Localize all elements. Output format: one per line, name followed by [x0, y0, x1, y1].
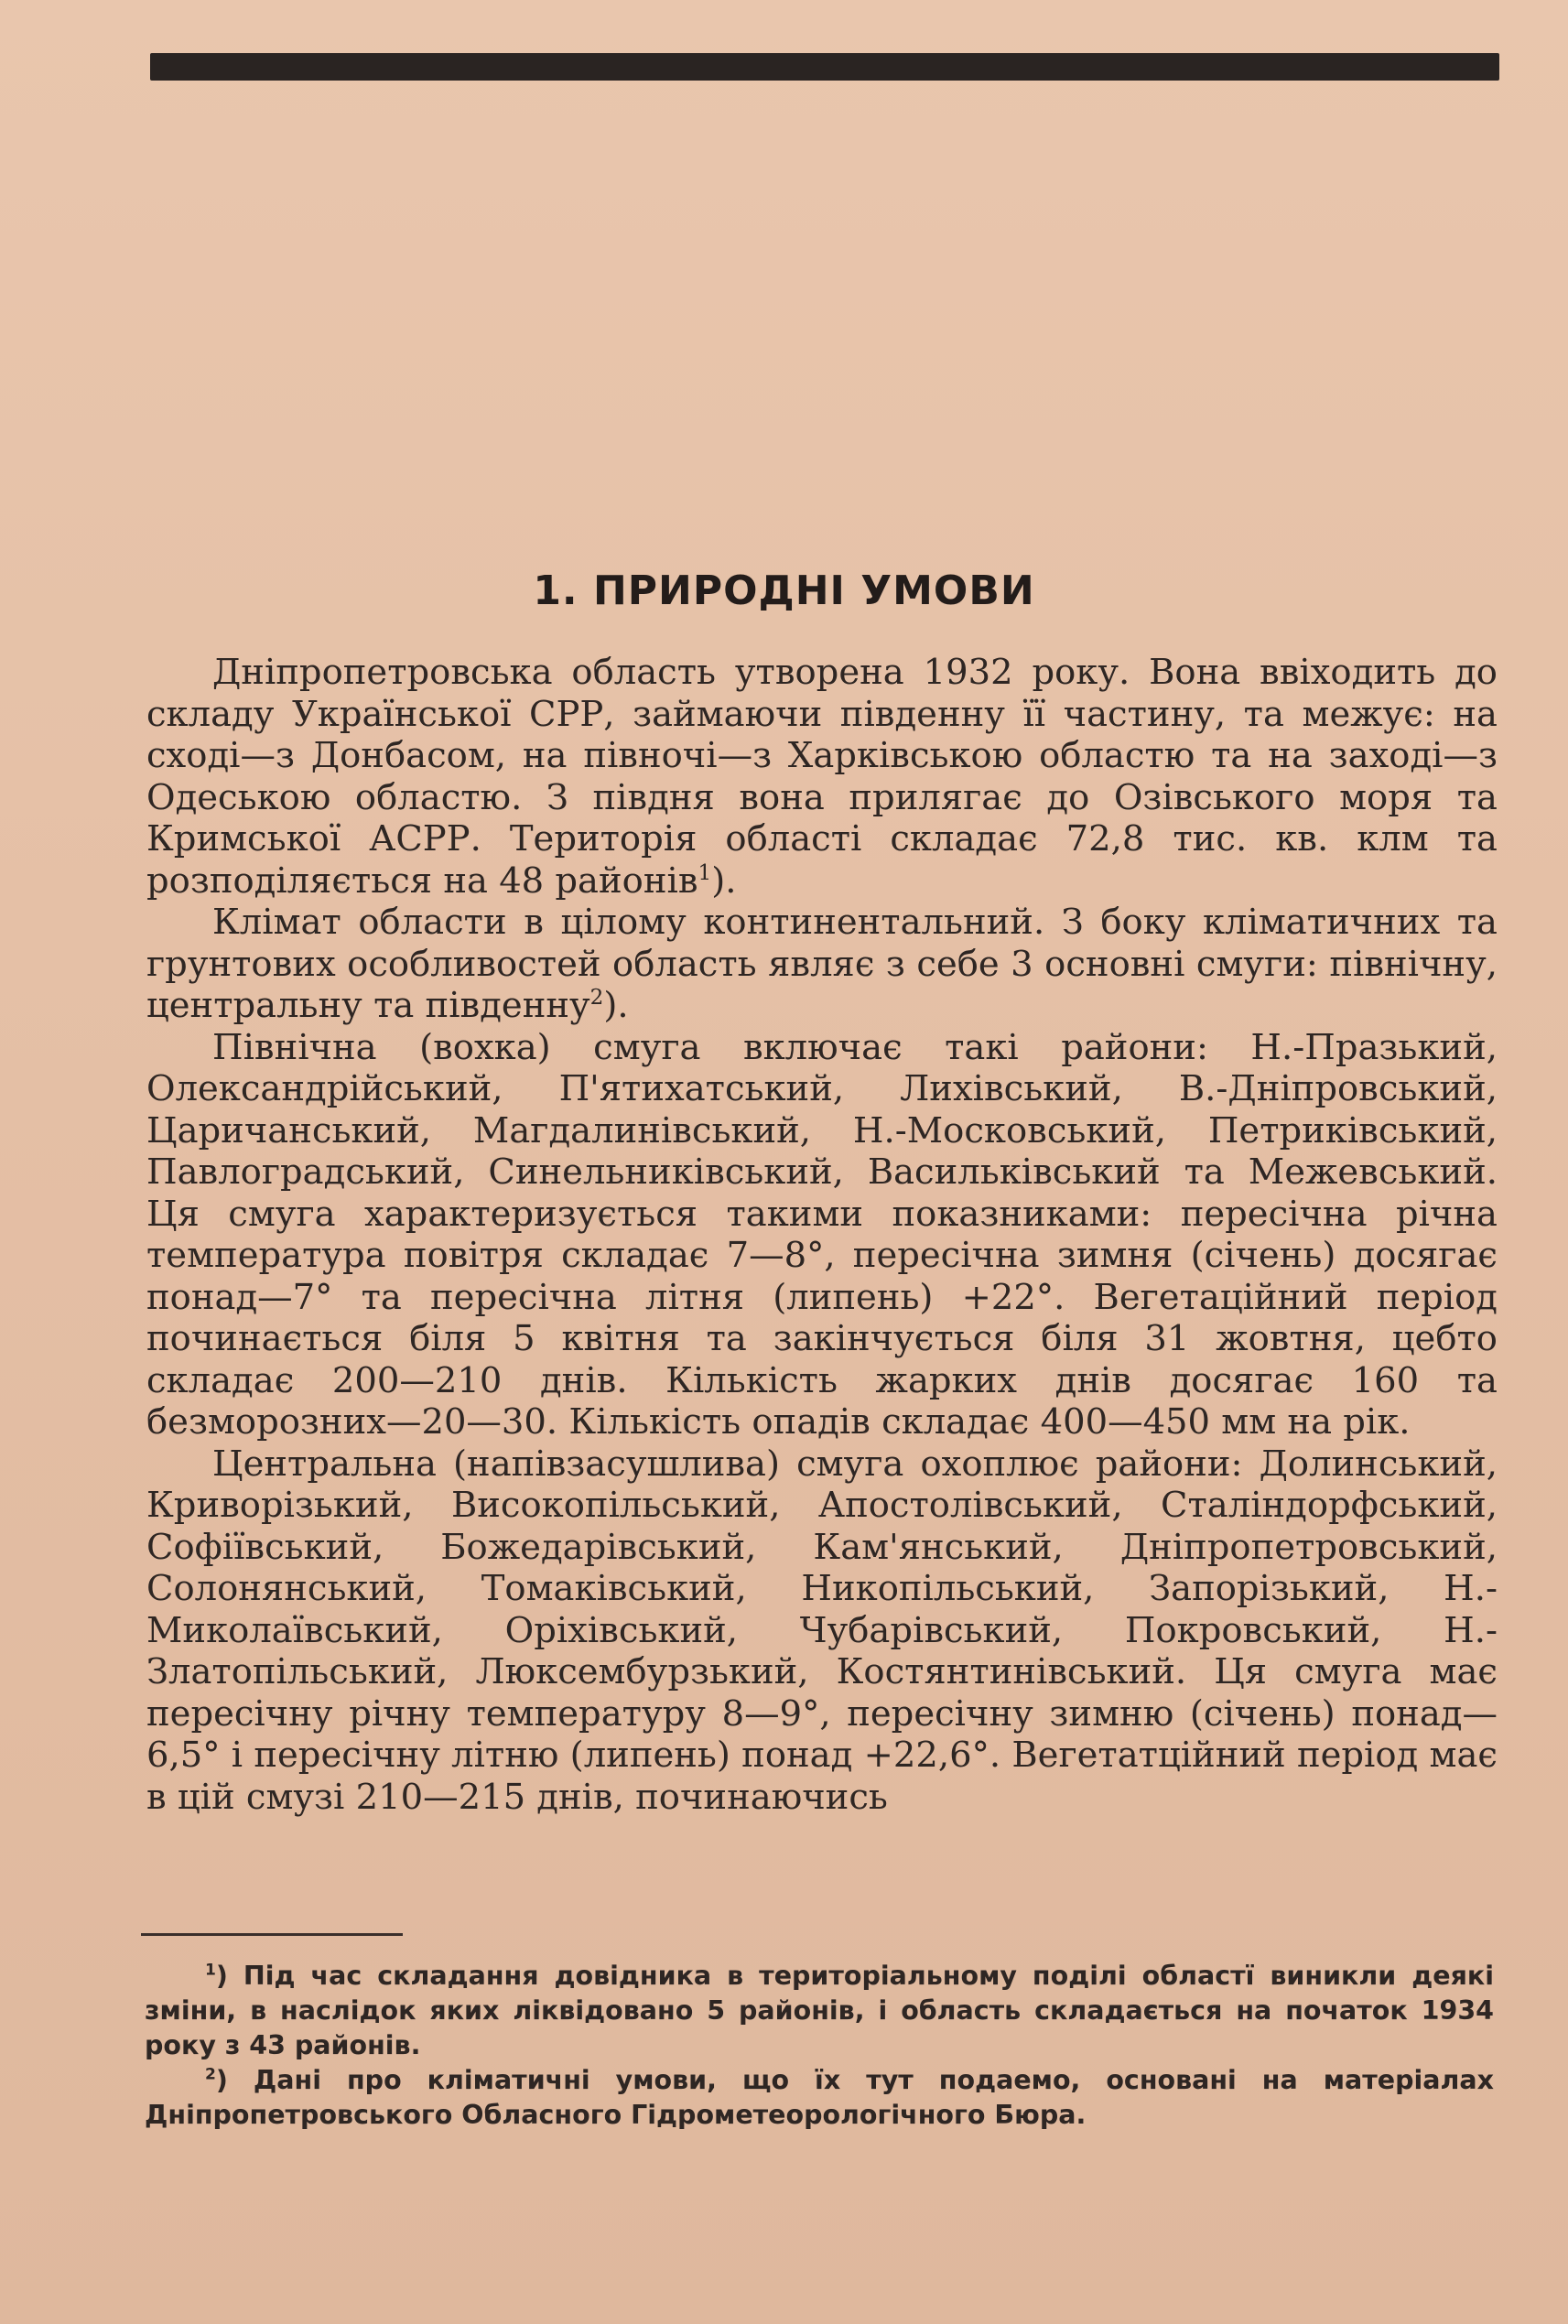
section-heading: 1. ПРИРОДНІ УМОВИ: [533, 567, 1035, 614]
body-text: [146, 652, 1498, 1818]
footnote-divider: [141, 1933, 403, 1936]
paragraph-territory: Дніпропетровська область утворена 1932 року. Вона ввіходить до складу Української СРР, займаючи південну її частину, та межує: на сході—з Донбасом, на півночі—з Харківською областю та на заході—з Одеською областю. З півдня вона прилягає до Озівського моря та Кримської АСРР. Територія області складає 72,8 тис. кв. клм та розподіляється на 48 районів$^1$).: [146, 652, 1498, 902]
footnotes: [145, 1959, 1494, 2133]
footnote-1: $^1$) Під час складання довідника в територіальному поділі областї виникли деякі зміни, в наслідок яких ліквідовано 5 районів, і область складається на початок 1934 року з 43 районів.: [145, 1961, 1494, 2060]
top-rule: [150, 53, 1499, 81]
footnote-2: $^2$) Дані про кліматичні умови, що їх тут подаемо, основані на матеріалах Дніпропетровського Обласного Гідрометеорологічного Бюра.: [145, 2065, 1494, 2130]
footnote-ref-1: 1: [697, 860, 712, 885]
footnote-ref-2: 2: [589, 986, 604, 1011]
paragraph-central-zone: Центральна (напівзасушлива) смуга охоплює райони: Долинський, Криворізький, Високопільський, Апостолівський, Сталіндорфський, Софіївський, Божедарівський, Кам'янський, Дніпропетровський, Солонянський, Томаківський, Никопільський, Запорізький, Н.-Миколаївський, Оріхівський, Чубарівський, Покровський, Н.-Златопільський, Люксембурзький, Костянтинівський. Ця смуга має пересічну річну температуру 8—9°, пересічну зимню (січень) понад—6,5° і пересічну літню (липень) понад +22,6°. Вегетатційний період має в цій смузі 210—215 днів, починаючись: [146, 1443, 1498, 1818]
paragraph-climate: Клімат области в цілому континентальний. З боку кліматичних та грунтових особливостей область являє з себе 3 основні смуги: північну, центральну та південну$^2$).: [146, 902, 1498, 1026]
paragraph-northern-zone: Північна (вохка) смуга включає такі райони: Н.-Празький, Олександрійський, П'ятихатський, Лихівський, В.-Дніпровський, Царичанський, Магдалинівський, Н.-Московський, Петриківський, Павлоградський, Синельниківський, Васильківський та Межевський. Ця смуга характеризується такими показниками: пересічна річна температура повітря складає 7—8°, пересічна зимня (січень) досягає понад—7° та пересічна літня (липень) +22°. Вегетаційний період починається біля 5 квітня та закінчується біля 31 жовтня, цебто складає 200—210 днів. Кількість жарких днів досягає 160 та безморозних—20—30. Кількість опадів складає 400—450 мм на рік.: [146, 1026, 1498, 1443]
